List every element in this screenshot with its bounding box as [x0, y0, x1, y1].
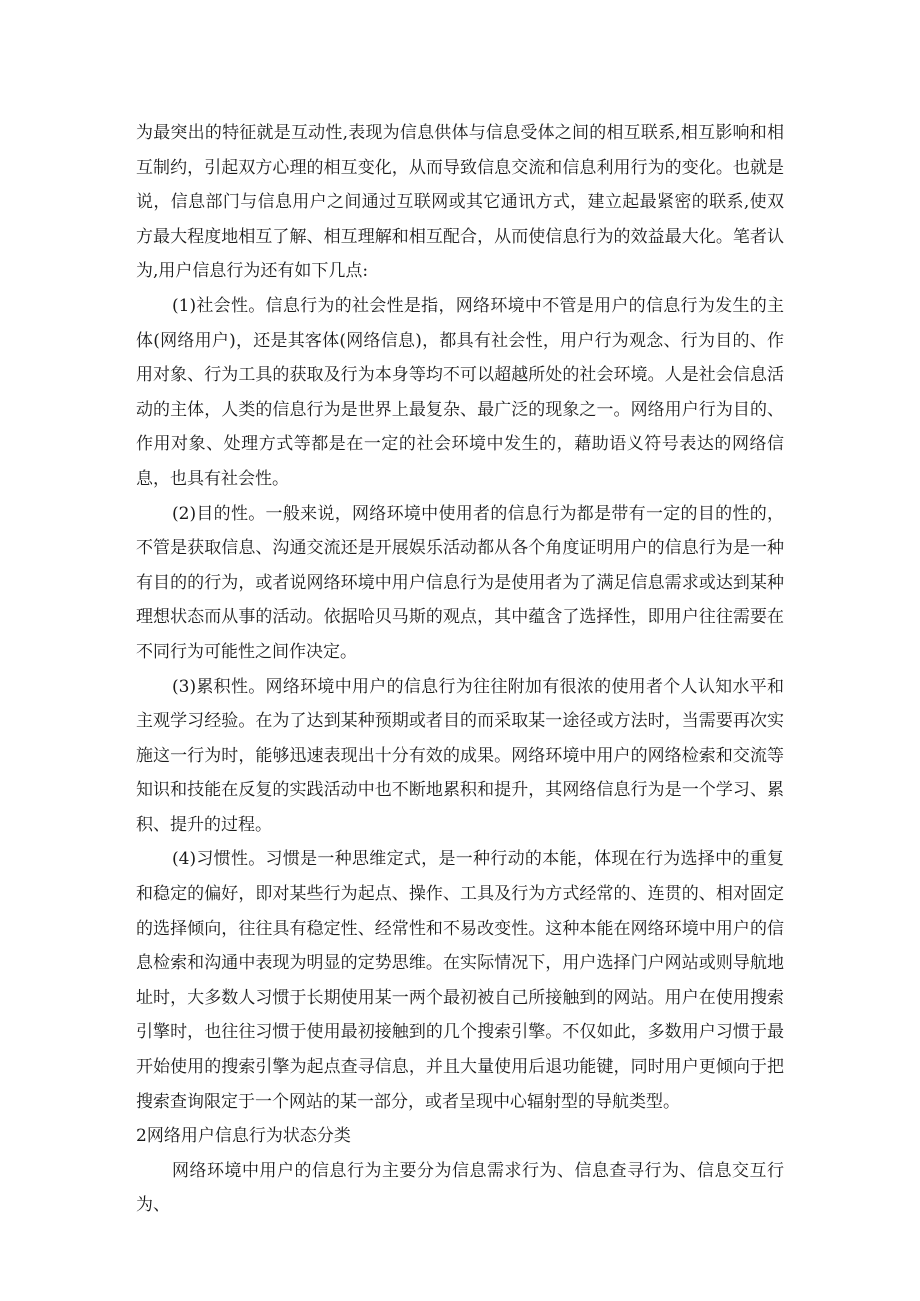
paragraph-intro-continuation: 为最突出的特征就是互动性,表现为信息供体与信息受体之间的相互联系,相互影响和相互制约，引起双方心理的相互变化，从而导致信息交流和信息利用行为的变化。也就是说，信息部门与信息用户之间通过互联网或其它通讯方式，建立起最紧密的联系,使双方最大程度地相互了解、相互理解和相互配合，从而使信息行为的效益最大化。笔者认为,用户信息行为还有如下几点:	[136, 123, 784, 282]
paragraph-habituality: (4)习惯性。习惯是一种思维定式，是一种行动的本能，体现在行为选择中的重复和稳定的偏好，即对某些行为起点、操作、工具及行为方式经常的、连贯的、相对固定的选择倾向，往往具有稳定性、经常性和不易改变性。这种本能在网络环境中用户的信息检索和沟通中表现为明显的定势思维。在实际情况下，用户选择门户网站或则导航地址时，大多数人习惯于长期使用某一两个最初被自己所接触到的网站。用户在使用搜索引擎时，也往往习惯于使用最初接触到的几个搜索引擎。不仅如此，多数用户习惯于最开始使用的搜索引擎为起点查寻信息，并且大量使用后退功能键，同时用户更倾向于把搜索查询限定于一个网站的某一部分，或者呈现中心辐射型的导航类型。	[136, 849, 784, 1112]
section-heading: 2网络用户信息行为状态分类	[136, 1126, 351, 1147]
document-body	[136, 116, 784, 1223]
paragraph-section-intro: 网络环境中用户的信息行为主要分为信息需求行为、信息查寻行为、信息交互行为、	[136, 1160, 784, 1216]
paragraph-accumulation: (3)累积性。网络环境中用户的信息行为往往附加有很浓的使用者个人认知水平和主观学习经验。在为了达到某种预期或者目的而采取某一途径或方法时，当需要再次实施这一行为时，能够迅速表现出十分有效的成果。网络环境中用户的网络检索和交流等知识和技能在反复的实践活动中也不断地累积和提升，其网络信息行为是一个学习、累积、提升的过程。	[136, 676, 784, 835]
paragraph-purposefulness: (2)目的性。一般来说，网络环境中使用者的信息行为都是带有一定的目的性的，不管是获取信息、沟通交流还是开展娱乐活动都从各个角度证明用户的信息行为是一种有目的的行为，或者说网络环境中用户信息行为是使用者为了满足信息需求或达到某种理想状态而从事的活动。依据哈贝马斯的观点，其中蕴含了选择性，即用户往往需要在不同行为可能性之间作决定。	[136, 503, 784, 662]
paragraph-sociality: (1)社会性。信息行为的社会性是指，网络环境中不管是用户的信息行为发生的主体(网络用户)，还是其客体(网络信息)，都具有社会性，用户行为观念、行为目的、作用对象、行为工具的获取及行为本身等均不可以超越所处的社会环境。人是社会信息活动的主体，人类的信息行为是世界上最复杂、最广泛的现象之一。网络用户行为目的、作用对象、处理方式等都是在一定的社会环境中发生的，藉助语义符号表达的网络信息，也具有社会性。	[136, 295, 784, 489]
